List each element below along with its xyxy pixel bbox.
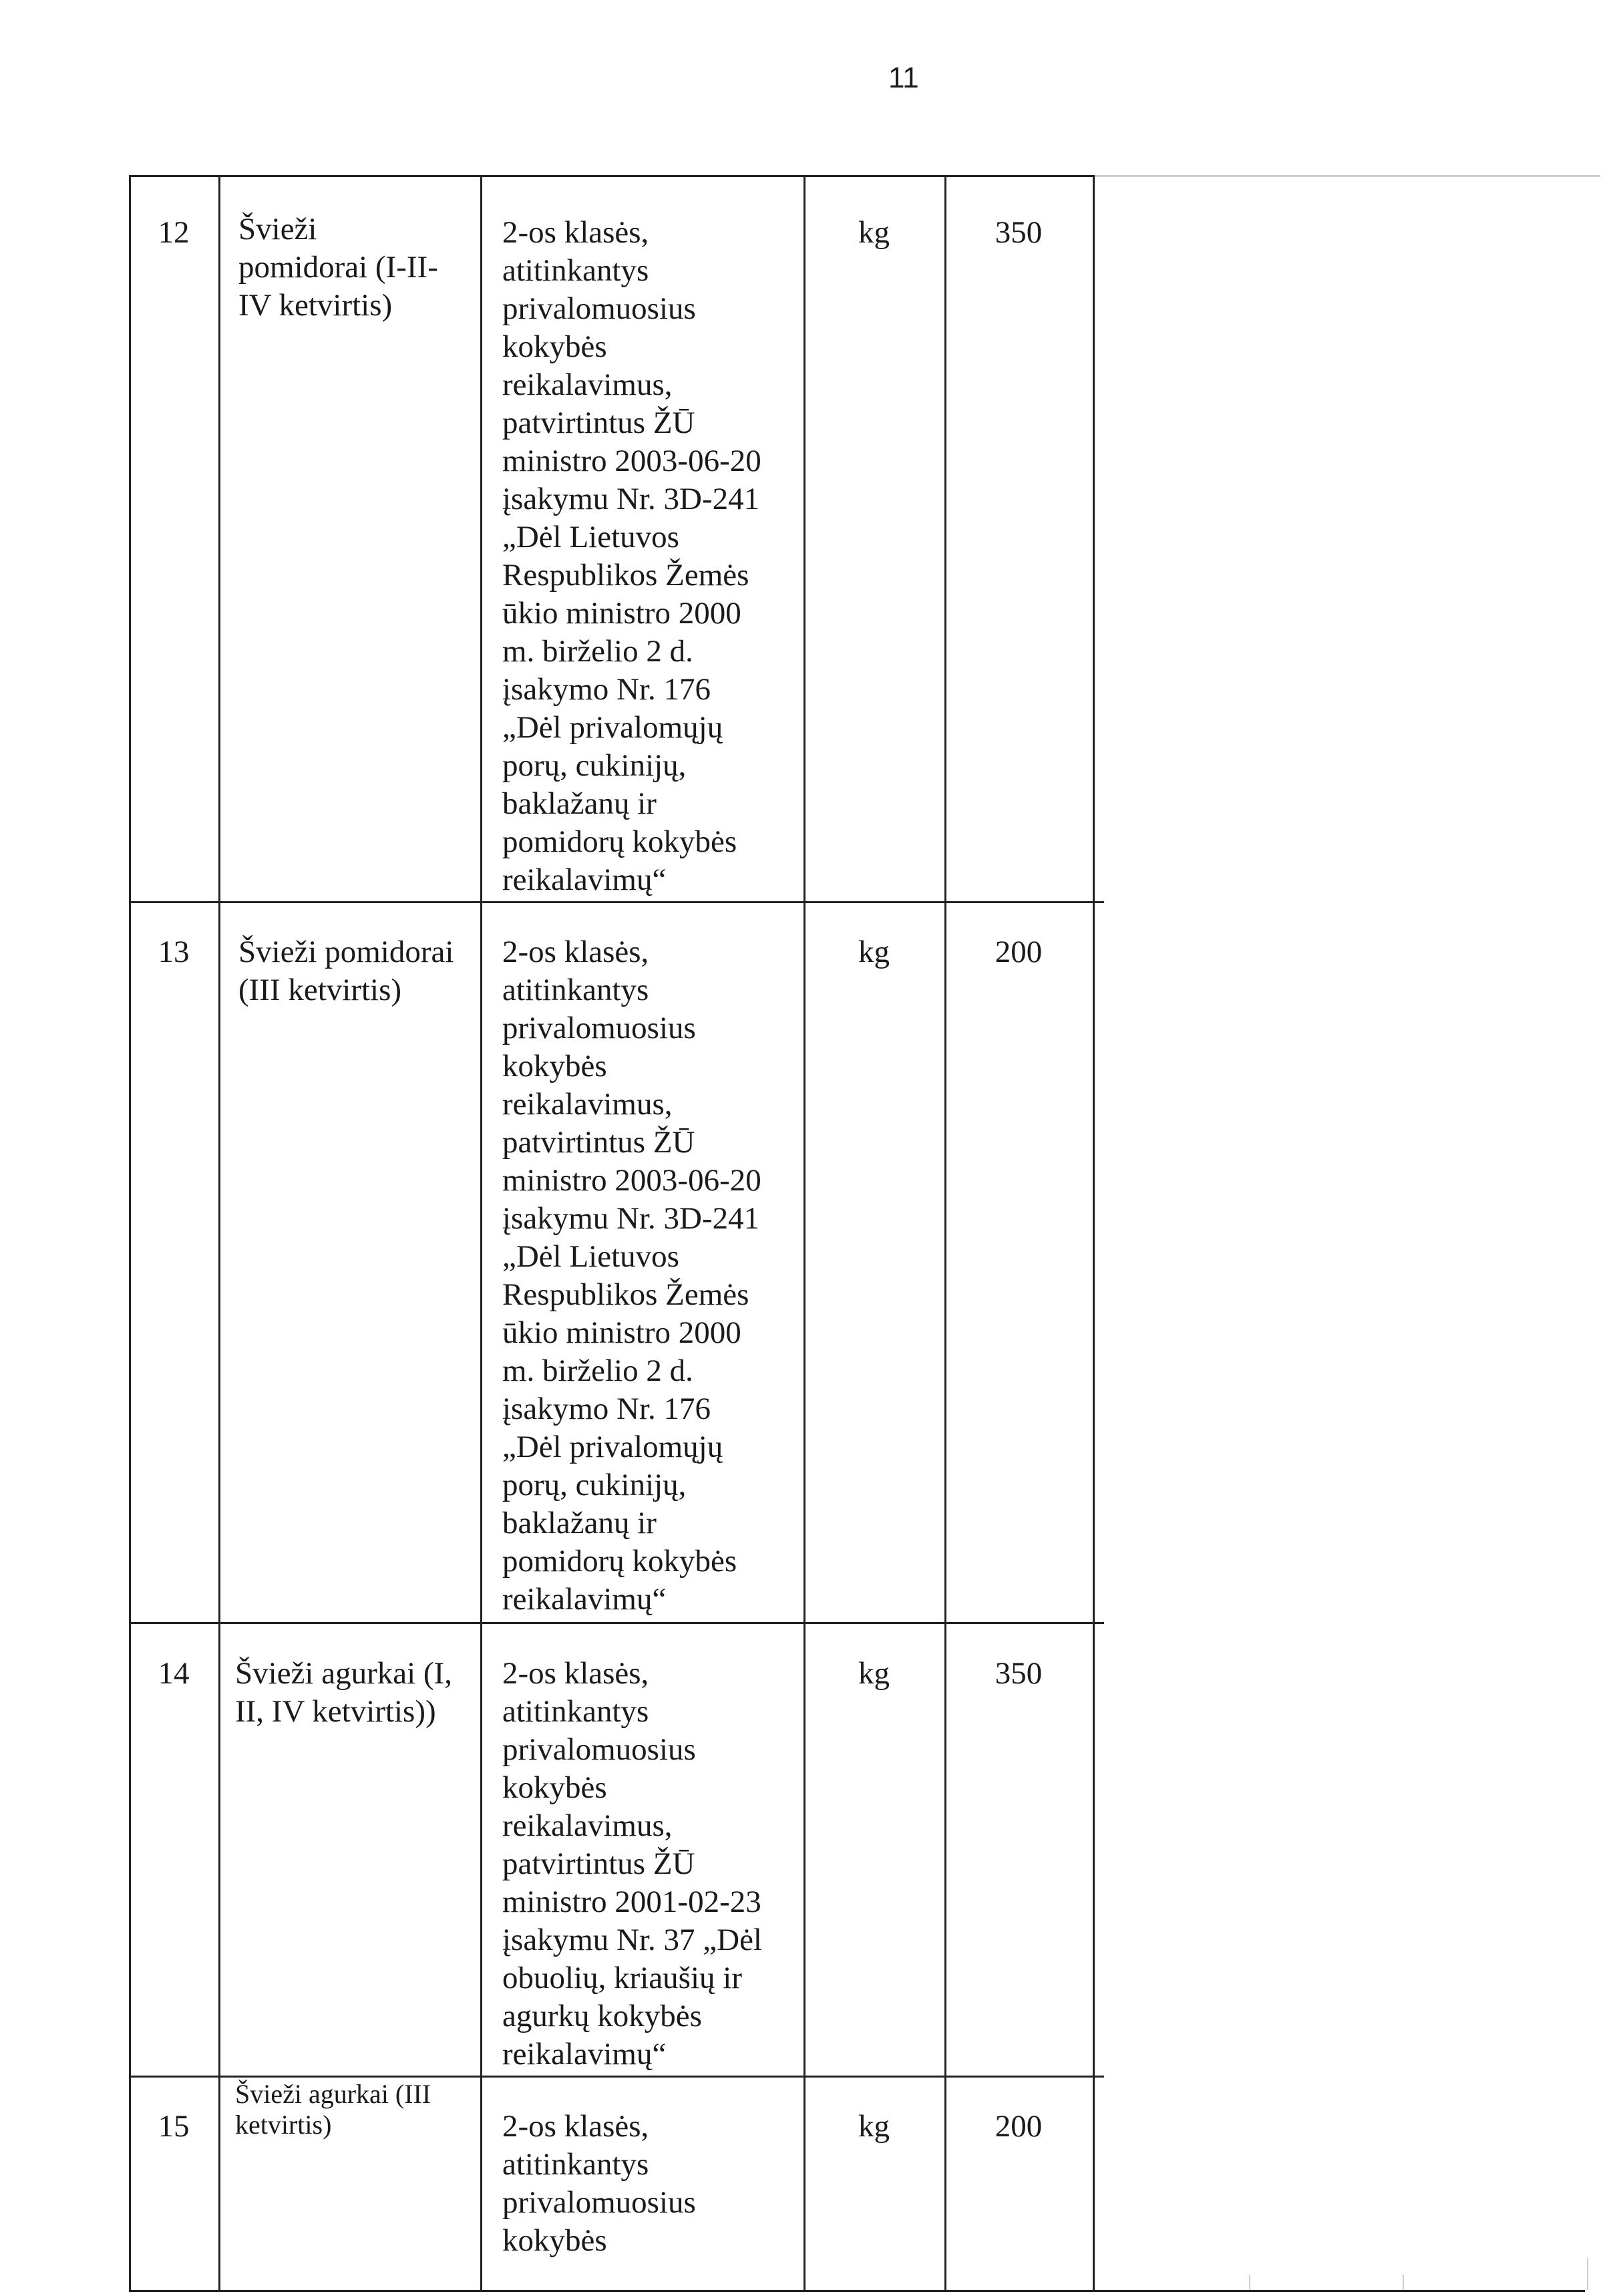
description-line: Respublikos Žemės [502, 558, 749, 593]
row-number: 13 [158, 935, 190, 969]
description-line: 2-os klasės, [502, 2109, 649, 2144]
unit: kg [858, 215, 890, 250]
description-line: ūkio ministro 2000 [502, 1315, 741, 1350]
description-line: baklažanų ir [502, 1506, 657, 1540]
item-description [502, 1655, 796, 2074]
item-description [502, 2108, 796, 2260]
column-divider [218, 175, 220, 2291]
description-line: reikalavimus, [502, 1087, 673, 1122]
description-line: reikalavimus, [502, 367, 673, 402]
table-left-border [129, 175, 131, 2291]
description-line: atitinkantys [502, 2147, 649, 2182]
description-line: reikalavimų“ [502, 1582, 667, 1617]
description-line: patvirtintus ŽŪ [502, 1125, 695, 1160]
table-top-border-extension [1093, 175, 1600, 177]
description-line: privalomuosius [502, 1011, 696, 1045]
description-line: 2-os klasės, [502, 215, 649, 250]
table-top-border [129, 175, 1093, 177]
description-line: porų, cukinijų, [502, 1468, 687, 1502]
item-description [502, 214, 796, 899]
page-number: 11 [888, 61, 919, 94]
description-line: reikalavimų“ [502, 2037, 667, 2072]
description-line: „Dėl Lietuvos [502, 1239, 679, 1274]
item-name [238, 933, 454, 1009]
row-divider [129, 901, 1104, 903]
description-line: baklažanų ir [502, 786, 657, 821]
description-line: 2-os klasės, [502, 1656, 649, 1691]
table-bottom-border [129, 2290, 1585, 2292]
row-divider [129, 2076, 1104, 2078]
column-divider [480, 175, 482, 2291]
description-line: m. birželio 2 d. [502, 1353, 693, 1388]
item-name [235, 1655, 452, 1731]
description-line: kokybės [502, 329, 607, 364]
item-name [238, 210, 438, 325]
description-line: „Dėl privalomųjų [502, 1430, 723, 1464]
unit: kg [858, 935, 890, 969]
description-line: pomidorų kokybės [502, 824, 737, 859]
description-line: ūkio ministro 2000 [502, 596, 741, 631]
item-name-line: Švieži agurkai (III [235, 2079, 431, 2109]
quantity: 350 [995, 215, 1043, 250]
table-right-border [1093, 175, 1095, 2291]
row-number: 12 [158, 215, 190, 250]
description-line: atitinkantys [502, 973, 649, 1007]
item-name-line: IV ketvirtis) [238, 288, 393, 323]
description-line: ministro 2003-06-20 [502, 1163, 761, 1198]
item-name-line: II, IV ketvirtis)) [235, 1694, 436, 1729]
description-line: reikalavimus, [502, 1808, 673, 1843]
description-line: privalomuosius [502, 291, 696, 326]
quantity: 350 [995, 1656, 1043, 1691]
unit: kg [858, 2109, 890, 2144]
description-line: „Dėl privalomųjų [502, 710, 723, 745]
unit: kg [858, 1656, 890, 1691]
scan-edge-mark [1587, 2258, 1588, 2290]
item-name-line: Švieži pomidorai [238, 935, 454, 969]
item-name-line: Švieži agurkai (I, [235, 1656, 452, 1691]
description-line: įsakymu Nr. 3D-241 [502, 1201, 760, 1236]
description-line: patvirtintus ŽŪ [502, 1846, 695, 1881]
row-number: 15 [158, 2109, 190, 2144]
column-divider [803, 175, 806, 2291]
item-name-line: pomidorai (I-II- [238, 250, 438, 285]
description-line: įsakymu Nr. 37 „Dėl [502, 1923, 762, 1957]
description-line: atitinkantys [502, 253, 649, 288]
item-name-line: Švieži [238, 212, 317, 247]
item-name-line: (III ketvirtis) [238, 973, 402, 1007]
description-line: įsakymo Nr. 176 [502, 672, 711, 707]
row-divider [129, 1622, 1104, 1624]
row-number: 14 [158, 1656, 190, 1691]
description-line: įsakymo Nr. 176 [502, 1391, 711, 1426]
item-name [235, 2079, 431, 2140]
description-line: Respublikos Žemės [502, 1277, 749, 1312]
description-line: pomidorų kokybės [502, 1544, 737, 1579]
quantity: 200 [995, 935, 1043, 969]
quantity: 200 [995, 2109, 1043, 2144]
description-line: kokybės [502, 1770, 607, 1805]
item-description [502, 933, 796, 1619]
description-line: reikalavimų“ [502, 862, 667, 897]
description-line: ministro 2001-02-23 [502, 1884, 761, 1919]
description-line: atitinkantys [502, 1694, 649, 1729]
description-line: ministro 2003-06-20 [502, 444, 761, 478]
column-divider [944, 175, 946, 2291]
description-line: įsakymu Nr. 3D-241 [502, 482, 760, 516]
description-line: kokybės [502, 1049, 607, 1084]
description-line: agurkų kokybės [502, 1999, 702, 2033]
scan-edge-mark [1403, 2275, 1404, 2290]
description-line: kokybės [502, 2223, 607, 2258]
description-line: privalomuosius [502, 1732, 696, 1767]
scan-edge-mark [1249, 2275, 1250, 2290]
description-line: „Dėl Lietuvos [502, 520, 679, 554]
description-line: 2-os klasės, [502, 935, 649, 969]
description-line: privalomuosius [502, 2185, 696, 2220]
description-line: m. birželio 2 d. [502, 634, 693, 669]
description-line: obuolių, kriaušių ir [502, 1961, 742, 1995]
item-name-line: ketvirtis) [235, 2110, 332, 2140]
description-line: patvirtintus ŽŪ [502, 405, 695, 440]
description-line: porų, cukinijų, [502, 748, 687, 783]
